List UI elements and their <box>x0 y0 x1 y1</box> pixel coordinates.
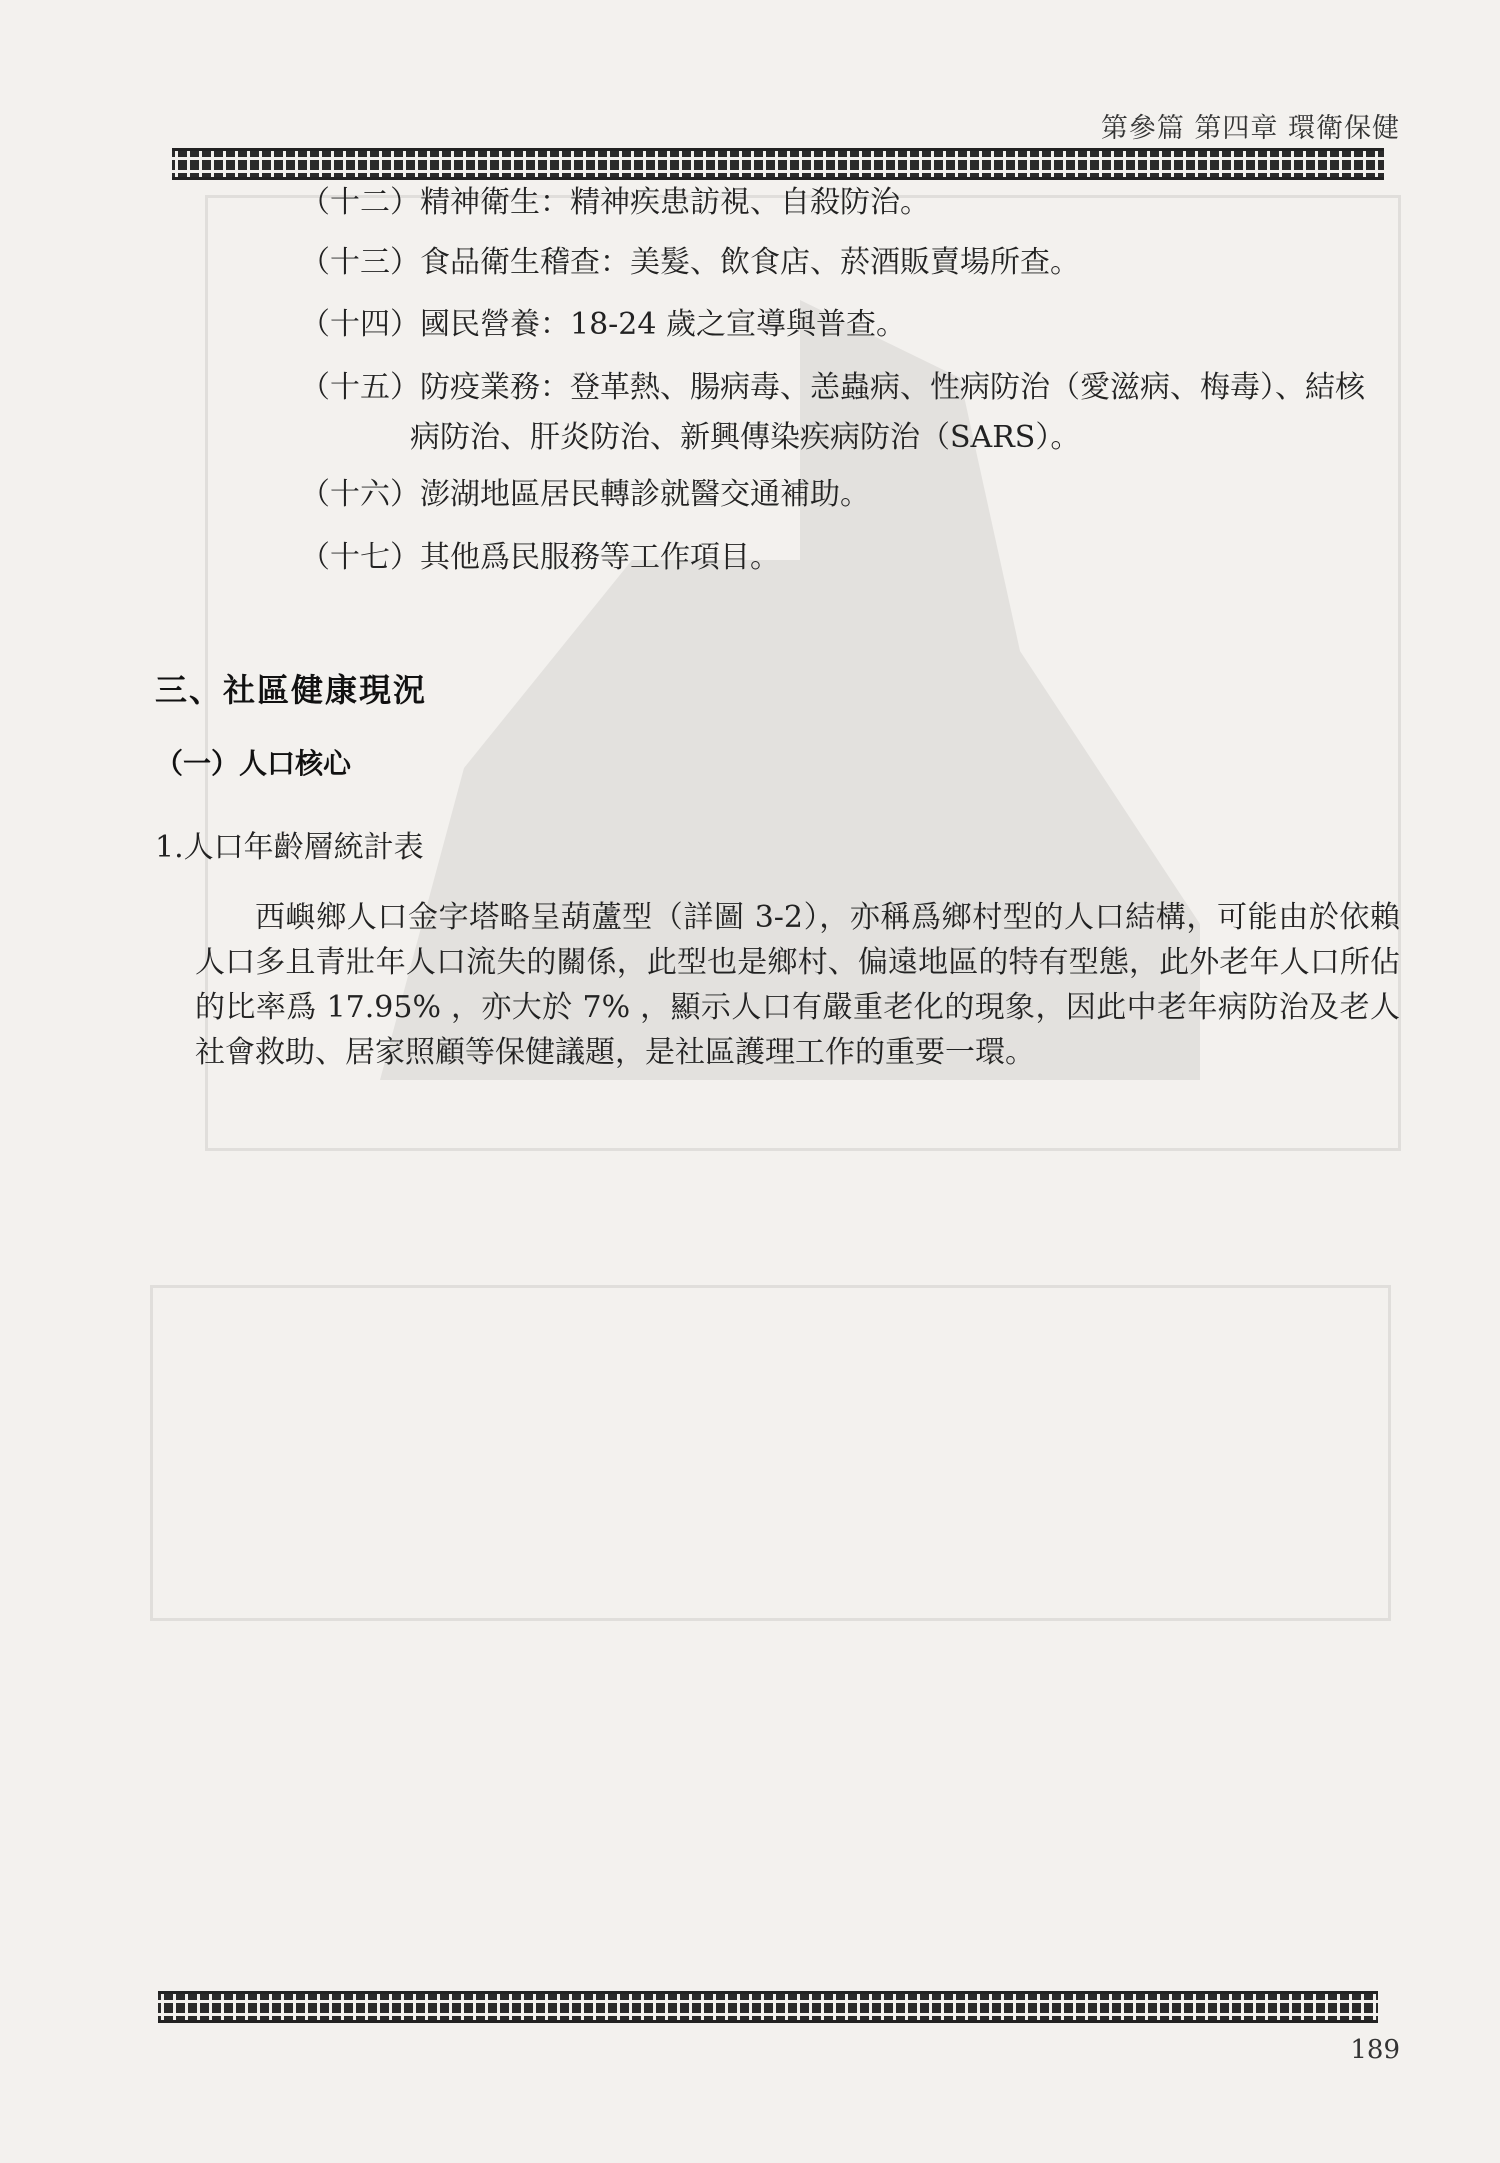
subsection-title: （一）人口核心 <box>155 747 352 780</box>
running-head: 第參篇 第四章 環衛保健 <box>1100 113 1400 144</box>
item-number: （十七） <box>300 540 420 575</box>
item-text: 防疫業務：登革熱、腸病毒、恙蟲病、性病防治（愛滋病、梅毒）、結核 <box>420 370 1365 405</box>
item-number: （十四） <box>300 307 420 342</box>
item-text: 精神衛生：精神疾患訪視、自殺防治。 <box>420 185 930 220</box>
page-number: 189 <box>1350 2035 1400 2065</box>
item-text: 國民營養：18-24 歲之宣導與普查。 <box>420 307 907 342</box>
bleed-through-table <box>150 1285 1391 1621</box>
list-item <box>300 470 1400 520</box>
item-number: （十五） <box>300 370 420 405</box>
decorative-border-top <box>172 148 1384 180</box>
list-item <box>300 300 1400 350</box>
list-item <box>300 238 1400 288</box>
decorative-border-bottom <box>158 1991 1378 2023</box>
item-text-continued: 病防治、肝炎防治、新興傳染疾病防治（SARS）。 <box>410 420 1081 455</box>
item-text: 澎湖地區居民轉診就醫交通補助。 <box>420 477 870 512</box>
list-item <box>300 533 1400 583</box>
item-text: 食品衛生稽查：美髮、飲食店、菸酒販賣場所查。 <box>420 245 1080 280</box>
list-item <box>300 178 1400 228</box>
item-number: （十六） <box>300 477 420 512</box>
item-number: （十二） <box>300 185 420 220</box>
item-number: （十三） <box>300 245 420 280</box>
subsubsection-title: 1.人口年齡層統計表 <box>155 830 424 865</box>
list-item <box>300 363 1400 463</box>
section-title: 三、社區健康現況 <box>155 671 428 709</box>
item-text: 其他爲民服務等工作項目。 <box>420 540 780 575</box>
body-paragraph: 西嶼鄉人口金字塔略呈葫蘆型（詳圖 3-2），亦稱爲鄉村型的人口結構，可能由於依賴人口多且青壯年人口流失的關係，此型也是鄉村、偏遠地區的特有型態，此外老年人口所佔的比率爲 17.95% ，亦大於 7% ，顯示人口有嚴重老化的現象，因此中老年病防治及老人社會救助、居家照顧等保健議題，是社區護理工作的重要一環。 <box>195 900 1400 1070</box>
